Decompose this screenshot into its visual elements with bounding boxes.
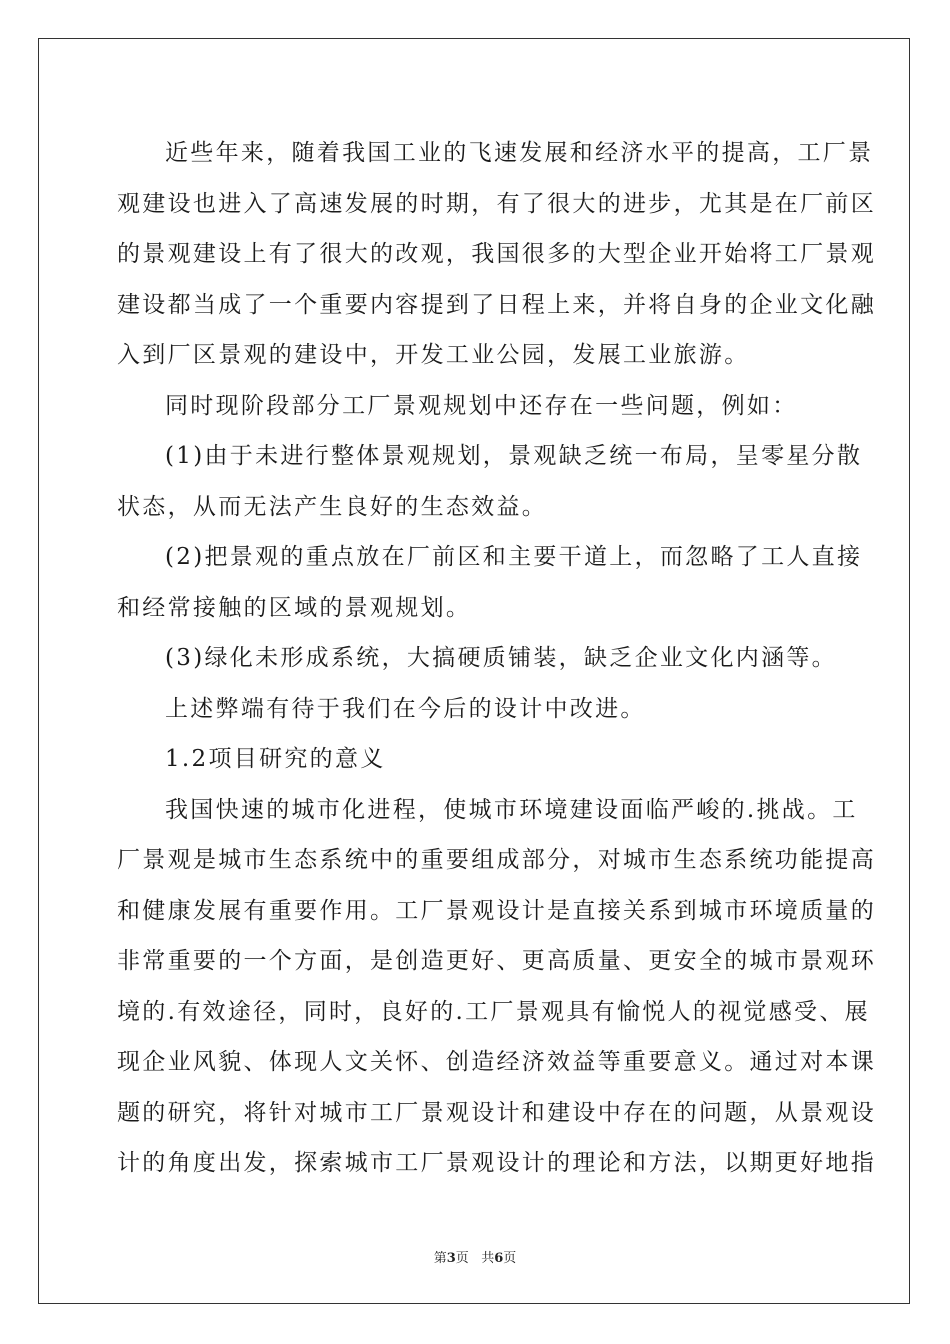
total-prefix: 共 (481, 1251, 495, 1266)
text-line: 1.2项目研究的意义 (165, 746, 386, 772)
page-prefix: 第 (433, 1251, 447, 1266)
document-body (117, 128, 876, 1189)
text-line: 观建设也进入了高速发展的时期，有了很大的进步，尤其是在厂前区 (117, 190, 876, 217)
text-line: 厂景观是城市生态系统中的重要组成部分，对城市生态系统功能提高 (117, 847, 876, 873)
text-line: 我国快速的城市化进程，使城市环境建设面临严峻的.挑战。工 (165, 796, 858, 823)
text-line: 的景观建设上有了很大的改观，我国很多的大型企业开始将工厂景观 (117, 241, 876, 267)
text-line: 现企业风貌、体现人文关怀、创造经济效益等重要意义。通过对本课 (117, 1049, 876, 1075)
text-line: (1)由于未进行整体景观规划，景观缺乏统一布局，呈零星分散 (165, 443, 863, 469)
page-footer (0, 1247, 950, 1266)
text-line: 近些年来，随着我国工业的飞速发展和经济水平的提高，工厂景 (165, 140, 874, 166)
text-line: 上述弊端有待于我们在今后的设计中改进。 (165, 695, 646, 722)
text-line: 和健康发展有重要作用。工厂景观设计是直接关系到城市环境质量的 (117, 897, 876, 924)
text-line: 题的研究，将针对城市工厂景观设计和建设中存在的问题，从景观设 (117, 1099, 876, 1126)
text-line: 非常重要的一个方面，是创造更好、更高质量、更安全的城市景观环 (117, 948, 876, 974)
text-line: 计的角度出发，探索城市工厂景观设计的理论和方法，以期更好地指 (117, 1150, 876, 1176)
page-number: 3 (446, 1251, 456, 1266)
text-line: 境的.有效途径，同时，良好的.工厂景观具有愉悦人的视觉感受、展 (117, 998, 870, 1025)
page-suffix: 页 (455, 1251, 469, 1266)
text-line: (2)把景观的重点放在厂前区和主要干道上，而忽略了工人直接 (165, 544, 863, 570)
text-line: 同时现阶段部分工厂景观规划中还存在一些问题，例如： (165, 392, 798, 419)
text-line: 建设都当成了一个重要内容提到了日程上来，并将自身的企业文化融 (117, 291, 876, 318)
text-line: (3)绿化未形成系统，大搞硬质铺装，缺乏企业文化内涵等。 (165, 645, 837, 671)
text-line: 状态，从而无法产生良好的生态效益。 (117, 493, 548, 520)
text-line: 入到厂区景观的建设中，开发工业公园，发展工业旅游。 (117, 342, 750, 368)
total-pages: 6 (494, 1251, 504, 1266)
total-suffix: 页 (503, 1251, 517, 1266)
text-line: 和经常接触的区域的景观规划。 (117, 594, 472, 621)
